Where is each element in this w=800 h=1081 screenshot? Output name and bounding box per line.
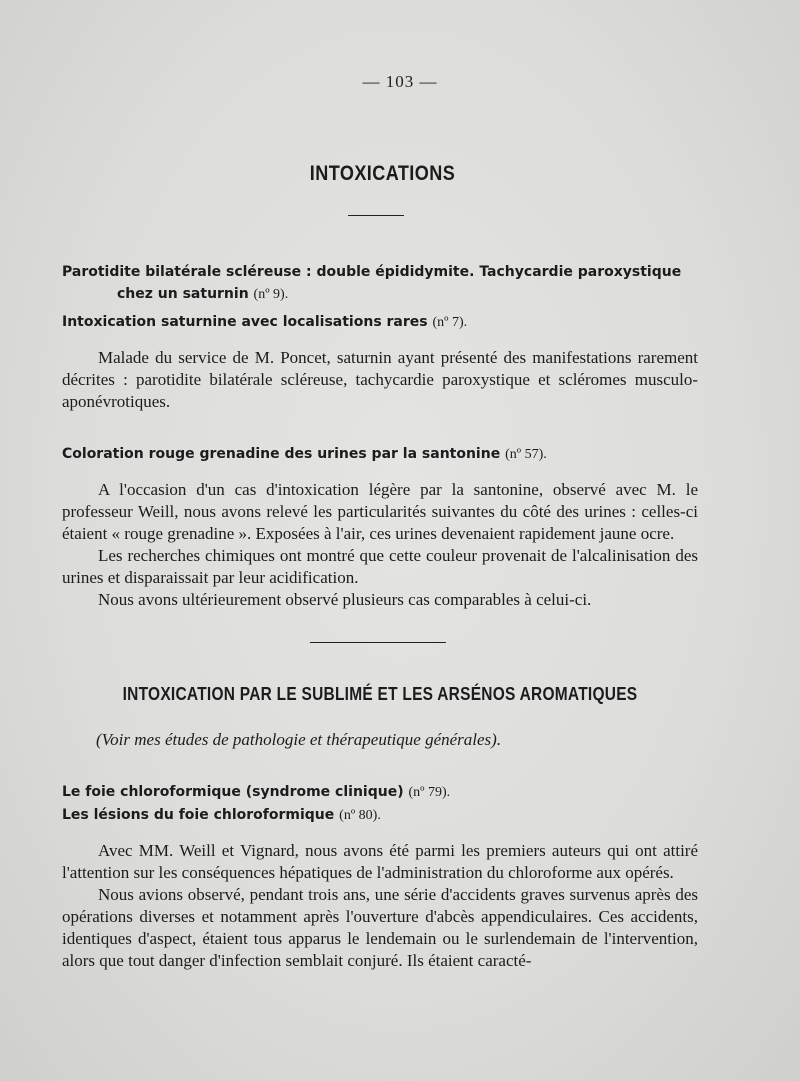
entry-title: Coloration rouge grenadine des urines par la santonine xyxy=(62,446,501,462)
paragraph: Avec MM. Weill et Vignard, nous avons été parmi les premiers auteurs qui ont attiré l'attention sur les conséquences hépatiques de l'administration du chloroforme aux opérés. xyxy=(62,841,698,882)
entry-heading xyxy=(62,781,698,804)
section-intoxications xyxy=(62,261,698,611)
page-number: — 103 — xyxy=(362,72,438,91)
entry-heading xyxy=(62,311,698,334)
paragraph: Nous avions observé, pendant trois ans, une série d'accidents graves survenus après des opérations diverses et notamment après l'ouverture d'abcès appendiculaires. Ces accidents, identiques d'aspect, étaient tous apparus le lendemain ou le surlendemain de l'intervention, alors que tout danger d'infection semblait conjuré. Ils étaient caracté- xyxy=(62,885,698,970)
entry-title: Les lésions du foie chloroformique xyxy=(62,807,335,823)
paragraph: A l'occasion d'un cas d'intoxication légère par la santonine, observé avec M. le professeur Weill, nous avons relevé les particularités suivantes du côté des urines : celles-ci étaient « rouge grenadine ». Exposées à l'air, ces urines devenaient rapidement jaune ocre. xyxy=(62,480,698,543)
section-chloroform xyxy=(62,781,698,972)
reference-note: (Voir mes études de pathologie et thérapeutique générales). xyxy=(96,730,502,749)
entry-title: Parotidite bilatérale scléreuse : double épididymite. Tachycardie paroxystique xyxy=(62,264,682,280)
entry-heading-continuation xyxy=(62,283,698,306)
section-title: INTOXICATION PAR LE SUBLIMÉ ET LES ARSÉNOS AROMATIQUES xyxy=(122,684,638,704)
paragraph: Nous avons ultérieurement observé plusieurs cas comparables à celui-ci. xyxy=(98,590,592,609)
entry-ref: (nº 80). xyxy=(339,808,381,823)
entry-heading xyxy=(62,261,698,283)
entry-ref: (nº 9). xyxy=(253,287,289,302)
paragraph: Les recherches chimiques ont montré que cette couleur provenait de l'alcalinisation des urines et disparaissait par leur acidification. xyxy=(62,546,698,587)
entry-title: Intoxication saturnine avec localisations rares xyxy=(62,314,428,330)
section-rule xyxy=(310,642,446,643)
title-rule xyxy=(348,215,404,216)
entry-title: Le foie chloroformique (syndrome clinique) xyxy=(62,784,404,800)
entry-ref: (nº 7). xyxy=(432,315,468,330)
entry-heading xyxy=(62,443,698,466)
entry-title: chez un saturnin xyxy=(117,286,249,302)
entry-heading xyxy=(62,804,698,827)
entry-ref: (nº 79). xyxy=(408,785,451,800)
paragraph: Malade du service de M. Poncet, saturnin ayant présenté des manifestations rarement décrites : parotidite bilatérale scléreuse, tachycardie paroxystique et scléromes musculo-aponévrotiques. xyxy=(62,348,698,411)
entry-ref: (nº 57). xyxy=(505,447,547,462)
page-title: INTOXICATIONS xyxy=(309,162,456,185)
